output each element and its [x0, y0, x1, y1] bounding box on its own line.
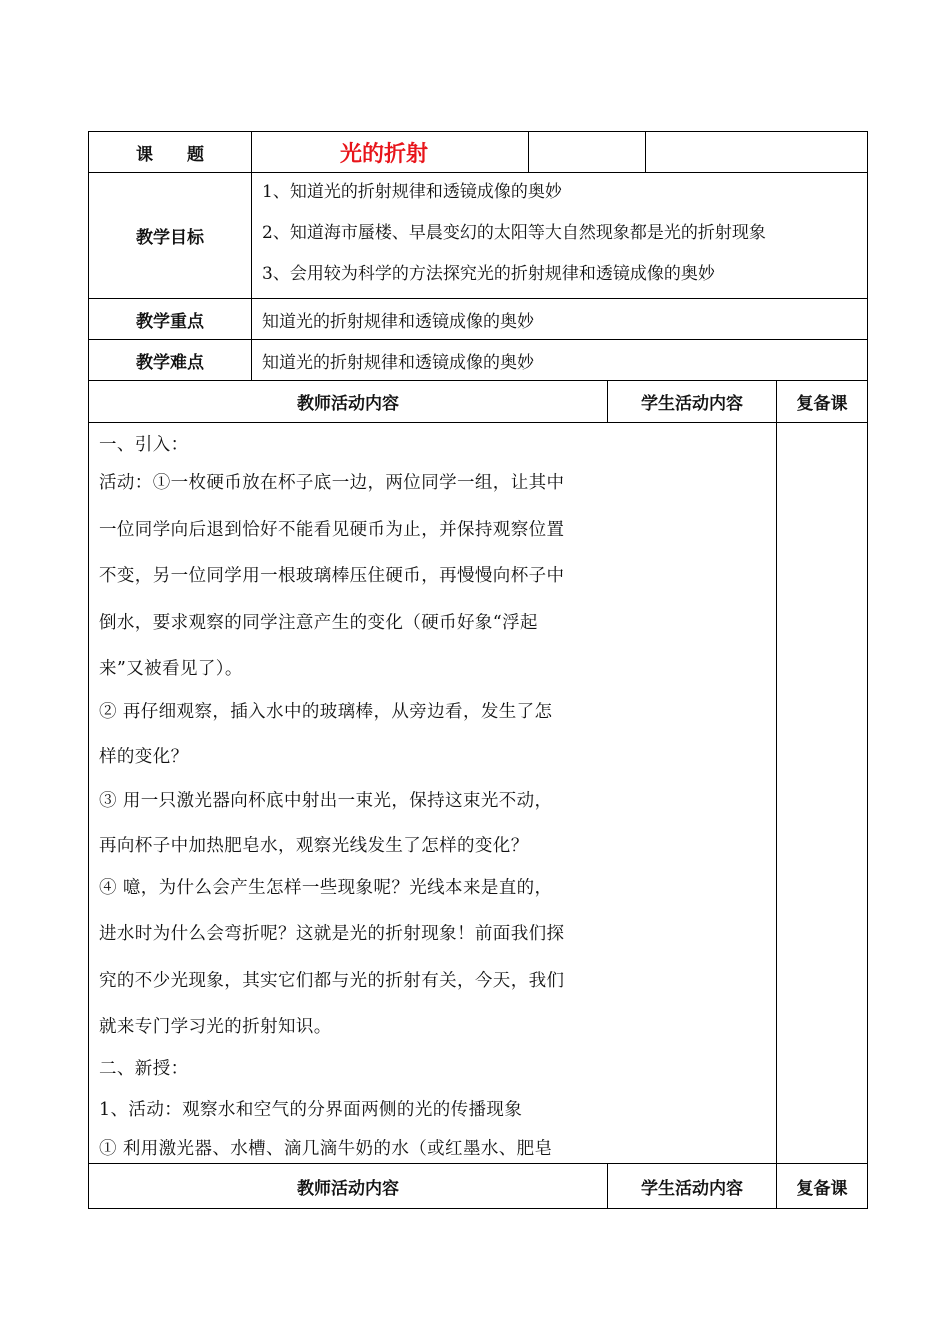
content-line: 一位同学向后退到恰好不能看见硬币为止，并保持观察位置: [99, 520, 565, 540]
content-line: ④ 噫，为什么会产生怎样一些现象呢？光线本来是直的，: [99, 878, 553, 898]
student-activity-header-repeat: 学生活动内容: [607, 1163, 777, 1209]
review-header: 复备课: [776, 380, 868, 423]
topic-title: 光的折射: [251, 131, 529, 173]
teacher-activity-header-repeat: 教师活动内容: [88, 1163, 608, 1209]
content-line: 一、引入：: [99, 435, 189, 455]
content-line: 1、活动：观察水和空气的分界面两侧的光的传播现象: [99, 1100, 523, 1120]
content-line: ③ 用一只激光器向杯底中射出一束光，保持这束光不动，: [99, 791, 553, 811]
content-line: 样的变化？: [99, 747, 189, 767]
content-line: 二、新授：: [99, 1059, 189, 1079]
review-content: [776, 422, 868, 1164]
objective-item: 2、知道海市蜃楼、早晨变幻的太阳等大自然现象都是光的折射现象: [262, 223, 766, 243]
key-point-text: 知道光的折射规律和透镜成像的奥妙: [251, 298, 868, 340]
content-line: 来”又被看见了）。: [99, 659, 243, 679]
topic-label: 课 题: [88, 131, 252, 173]
difficult-point-text: 知道光的折射规律和透镜成像的奥妙: [251, 339, 868, 381]
topic-empty-cell-1: [528, 131, 646, 173]
objective-item: 1、知道光的折射规律和透镜成像的奥妙: [262, 182, 562, 202]
student-activity-header: 学生活动内容: [607, 380, 777, 423]
content-line: 活动：①一枚硬币放在杯子底一边，两位同学一组，让其中: [99, 473, 565, 493]
objectives-list: [251, 172, 868, 299]
difficult-point-label: 教学难点: [88, 339, 252, 381]
content-line: 不变，另一位同学用一根玻璃棒压住硬币，再慢慢向杯子中: [99, 566, 565, 586]
review-header-repeat: 复备课: [776, 1163, 868, 1209]
content-line: 进水时为什么会弯折呢？这就是光的折射现象！前面我们探: [99, 924, 565, 944]
content-line: 倒水，要求观察的同学注意产生的变化（硬币好象“浮起: [99, 613, 538, 633]
content-line: ① 利用激光器、水槽、滴几滴牛奶的水（或红墨水、肥皂: [99, 1139, 553, 1159]
content-line: 就来专门学习光的折射知识。: [99, 1017, 332, 1037]
content-line: 究的不少光现象，其实它们都与光的折射有关，今天，我们: [99, 971, 565, 991]
teacher-activity-header: 教师活动内容: [88, 380, 608, 423]
key-point-label: 教学重点: [88, 298, 252, 340]
content-line: ② 再仔细观察，插入水中的玻璃棒，从旁边看，发生了怎: [99, 702, 553, 722]
content-line: 再向杯子中加热肥皂水，观察光线发生了怎样的变化？: [99, 836, 529, 856]
teacher-activity-content: [88, 422, 777, 1164]
objectives-label: 教学目标: [88, 172, 252, 299]
objective-item: 3、会用较为科学的方法探究光的折射规律和透镜成像的奥妙: [262, 264, 715, 284]
topic-empty-cell-2: [645, 131, 868, 173]
